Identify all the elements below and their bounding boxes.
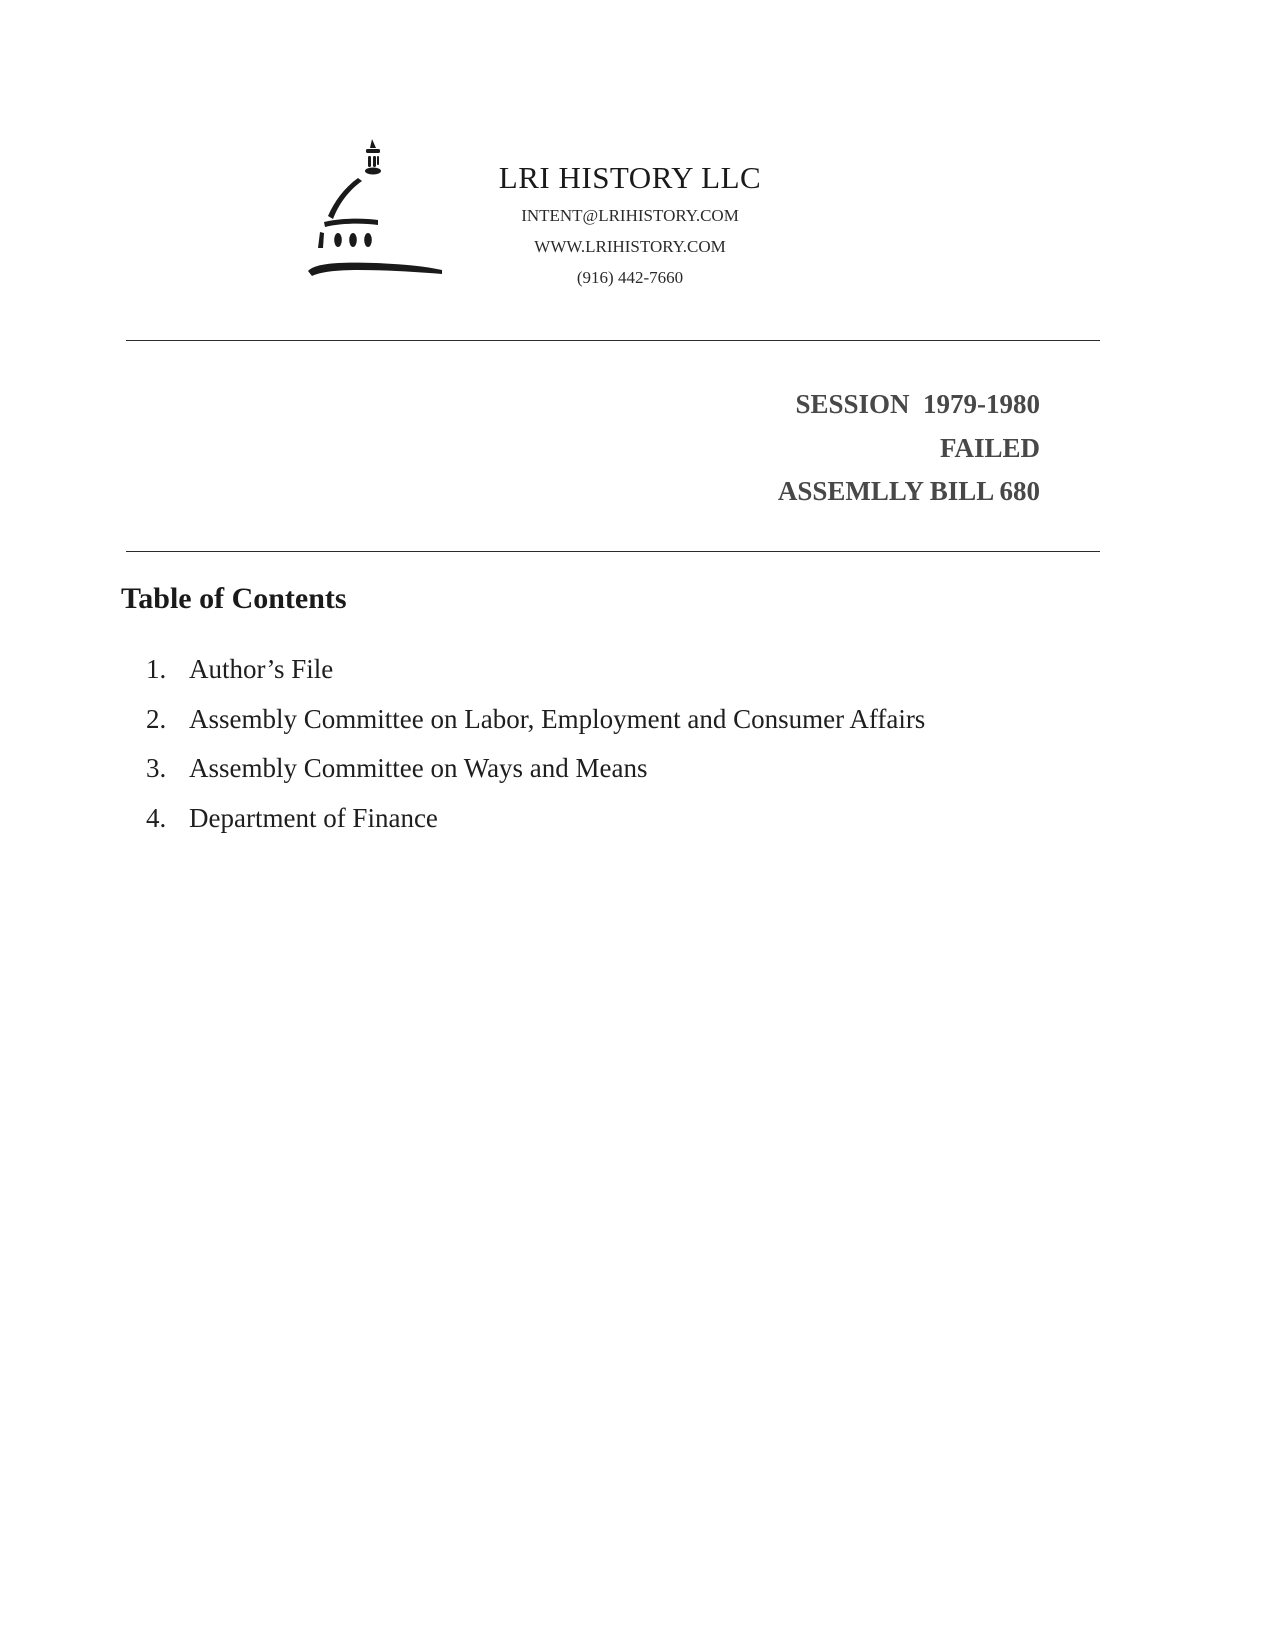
toc-item	[146, 695, 925, 745]
contact-phone: (916) 442-7660	[576, 268, 684, 287]
session-label: SESSION 1979-1980	[795, 389, 1040, 419]
capitol-dome-icon	[306, 136, 446, 292]
toc-item-label: Assembly Committee on Ways and Means	[189, 753, 648, 783]
company-name: LRI HISTORY LLC	[498, 160, 762, 195]
toc-item-number: 3.	[146, 753, 167, 783]
letterhead	[430, 160, 830, 293]
contact-email: INTENT@LRIHISTORY.COM	[521, 206, 739, 225]
toc-item-label: Department of Finance	[189, 802, 438, 833]
toc-item-number: 1.	[146, 654, 167, 684]
bill-number: ASSEMLLY BILL 680	[777, 476, 1040, 506]
toc-item	[146, 744, 925, 794]
toc-list	[146, 645, 925, 843]
contact-website: WWW.LRIHISTORY.COM	[534, 237, 726, 256]
toc-item-label: Assembly Committee on Labor, Employment and Consumer Affairs	[189, 703, 926, 734]
toc-item-number: 2.	[146, 703, 167, 734]
bottom-divider	[126, 551, 1100, 552]
toc-item	[146, 645, 925, 695]
bill-status: FAILED	[939, 432, 1040, 463]
toc-title: Table of Contents	[121, 582, 347, 615]
top-divider	[126, 340, 1100, 341]
bill-info	[778, 383, 1040, 514]
toc-item	[146, 794, 925, 844]
toc-item-label: Author’s File	[189, 654, 334, 684]
toc-item-number: 4.	[146, 802, 167, 833]
